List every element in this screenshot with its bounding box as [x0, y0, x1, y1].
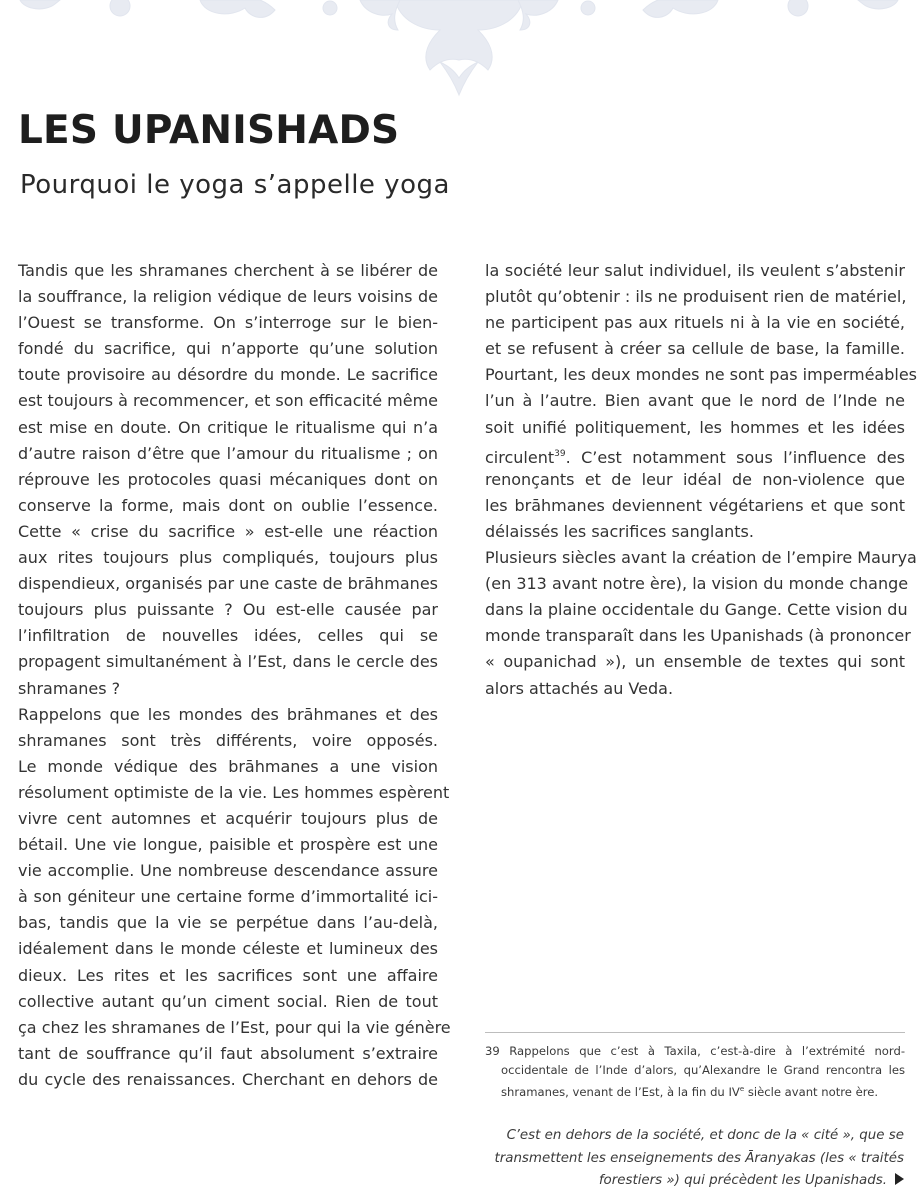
text-line: ne participent pas aux rituels ni à la vie en société,	[485, 313, 905, 333]
footnote-line: occidentale de l’Inde d’alors, qu’Alexandre le Grand rencontra les	[501, 1063, 905, 1077]
text-line: est mise en doute. On critique le ritualisme qui n’a	[18, 417, 438, 437]
text-line: toujours plus puissante ? Ou est-elle causée par	[18, 600, 438, 620]
text-line: la société leur salut individuel, ils veulent s’abstenir	[485, 261, 905, 280]
text-fragment: circulent	[485, 447, 555, 467]
text-line: Rappelons que les mondes des brāhmanes et des	[18, 704, 438, 724]
footnote	[485, 1042, 905, 1099]
text-line: l’Ouest se transforme. On s’interroge sur le bien-	[18, 313, 438, 333]
text-line: dieux. Les rites et les sacrifices sont une affaire	[18, 965, 438, 985]
body-column-left	[18, 258, 451, 1093]
decorative-ornament	[0, 0, 918, 110]
footnote-line	[485, 1080, 905, 1099]
page-title: LES UPANISHADS	[18, 108, 400, 153]
text-line: la souffrance, la religion védique de leurs voisins de	[18, 287, 438, 307]
text-line: conserve la forme, mais dont on oublie l’essence.	[18, 495, 438, 515]
text-fragment: shramanes, venant de l’Est, à la fin du IV	[501, 1085, 740, 1099]
text-line: tant de souffrance qu’il faut absolument s’extraire	[18, 1043, 438, 1063]
text-line: idéalement dans le monde céleste et lumineux des	[18, 939, 438, 959]
image-caption	[464, 1125, 904, 1193]
text-line: toute provisoire au désordre du monde. Le sacrifice	[18, 365, 438, 385]
text-line: shramanes ?	[18, 678, 121, 698]
page-subtitle: Pourquoi le yoga s’appelle yoga	[20, 170, 450, 200]
text-line: dispendieux, organisés par une caste de brāhmanes	[18, 574, 438, 594]
text-line: est toujours à recommencer, et son efficacité même	[18, 391, 438, 411]
text-line: bétail. Une vie longue, paisible et prospère est une	[18, 835, 438, 855]
text-line: du cycle des renaissances. Cherchant en dehors de	[18, 1069, 438, 1089]
text-line: renonçants et de leur idéal de non-violence que	[485, 469, 905, 489]
text-line: résolument optimiste de la vie. Les hommes espèrent	[18, 782, 450, 802]
text-line: à son géniteur une certaine forme d’immortalité ici-	[18, 887, 438, 907]
text-line: fondé du sacrifice, qui n’apporte qu’une solution	[18, 339, 438, 359]
text-line: soit unifié politiquement, les hommes et les idées	[485, 417, 905, 437]
footnote-reference[interactable]: 39	[554, 448, 566, 459]
text-line: ça chez les shramanes de l’Est, pour qui la vie génère	[18, 1017, 451, 1037]
caption-line: transmettent les enseignements des Āranyakas (les « traités	[494, 1150, 904, 1166]
text-line: Plusieurs siècles avant la création de l’empire Maurya	[485, 548, 917, 568]
text-line: shramanes sont très différents, voire opposés.	[18, 730, 438, 750]
text-line: d’autre raison d’être que l’amour du ritualisme ; on	[18, 443, 438, 463]
text-line: aux rites toujours plus compliqués, toujours plus	[18, 548, 438, 568]
text-line: délaissés les sacrifices sanglants.	[485, 521, 754, 541]
text-line: bas, tandis que la vie se perpétue dans l’au-delà,	[18, 913, 438, 933]
text-line: Le monde védique des brāhmanes a une vision	[18, 756, 438, 776]
text-line: alors attachés au Veda.	[485, 678, 674, 698]
play-arrow-icon	[895, 1173, 904, 1185]
body-column-right	[485, 258, 918, 702]
caption-line: C’est en dehors de la société, et donc de la « cité », que se	[506, 1128, 904, 1143]
text-line: et se refusent à créer sa cellule de base, la famille.	[485, 339, 905, 359]
text-fragment: siècle avant notre ère.	[744, 1085, 879, 1099]
text-fragment: forestiers ») qui précèdent les Upanishads.	[598, 1173, 887, 1188]
text-line: les brāhmanes deviennent végétariens et que sont	[485, 495, 905, 515]
footnote-divider	[485, 1032, 905, 1033]
footnote-line: 39 Rappelons que c’est à Taxila, c’est-à-dire à l’extrémité nord-	[485, 1044, 905, 1058]
text-line: Cette « crise du sacrifice » est-elle une réaction	[18, 521, 438, 541]
superscript: e	[739, 1085, 745, 1093]
text-line: collective autant qu’un ciment social. Rien de tout	[18, 991, 438, 1011]
text-line: monde transparaît dans les Upanishads (à prononcer	[485, 626, 911, 646]
text-line: (en 313 avant notre ère), la vision du monde change	[485, 574, 909, 594]
text-line: « oupanichad »), un ensemble de textes qui sont	[485, 652, 905, 672]
text-line: Pourtant, les deux mondes ne sont pas imperméables	[485, 365, 918, 385]
text-line: plutôt qu’obtenir : ils ne produisent rien de matériel,	[485, 287, 907, 307]
text-line: l’infiltration de nouvelles idées, celles qui se	[18, 626, 438, 646]
text-line: Tandis que les shramanes cherchent à se libérer de	[18, 261, 438, 280]
text-line: l’un à l’autre. Bien avant que le nord de l’Inde ne	[485, 391, 905, 411]
text-line: vie accomplie. Une nombreuse descendance assure	[18, 861, 438, 881]
text-line-with-note	[485, 441, 905, 467]
text-line: réprouve les protocoles quasi mécaniques dont on	[18, 469, 438, 489]
text-line: dans la plaine occidentale du Gange. Cette vision du	[485, 600, 908, 620]
text-fragment: . C’est notamment sous l’influence des	[565, 447, 905, 467]
text-line: vivre cent automnes et acquérir toujours plus de	[18, 808, 438, 828]
text-line: propagent simultanément à l’Est, dans le cercle des	[18, 652, 438, 672]
caption-line	[464, 1170, 904, 1193]
